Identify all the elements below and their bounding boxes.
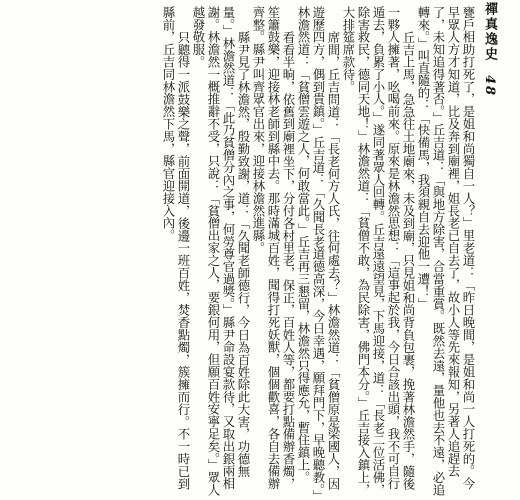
paragraph: 甕戶相助打死了，是姐和尚獨自一人？」里老道：「昨日晚間，是姐和尚一人打死的。今早眾人方才知道，比及奔到廟裡，姐長老已自去了，故小人等先來報知，另著人追趕去了，未知追得著否。」丘吉道：「與地方除害，合當重賞。既然去遠，量他也去不遠，必追轉來。」叫直隨的：「快備馬，我須親自去迎他一遭！」 xyxy=(416,6,476,496)
book-title: 禪真逸史 xyxy=(482,2,497,62)
paragraph: 席間，丘吉問道：「長老何方人氏，往何處去？」林澹然道：「貧僧原是梁國人，因遊歷四方，偶到貴鎮。」丘吉道：「久聞長老道德高深，今日幸遇，願拜門下，早晚聽教。」林澹然道：「貧僧雲遊之人，何敢當此。」丘吉再三懇留，林澹然只得應允，暫住鎮上。 xyxy=(296,6,341,496)
paragraph: 看看半晌，依舊到廟裡坐下，分付各村里老，保正，百姓人等，都要打點備辦香燭，笙簫鼓樂，迎接林老師到縣中去。那時滿城百姓，聞得打死妖獸，個個歡喜，各自去備辦齊整。縣尹叫齊眾官出來，迎接林澹然進縣。 xyxy=(251,6,296,490)
page-number: 48 xyxy=(482,74,497,97)
paragraph: 縣尹見了林澹然，殷勤致謝，道：「久聞老師德行，今日為百姓除此大害，功德無量。」林澹然道：「此乃貧僧分內之事，何勞尊官過獎。」縣尹命設宴款待，又取出銀兩相謝。林澹然一概推辭不受，只說：「貧僧出家之人，要銀何用，但願百姓安寧足矣。」眾人越發敬服。 xyxy=(191,6,251,496)
running-header xyxy=(476,2,502,98)
body-text xyxy=(22,6,476,496)
paragraph: 只聽得一派鼓樂之聲，前面開道，後邊一班百姓，焚香點燭，簇擁而行。不一時已到縣前，丘吉同林澹然下馬，縣官迎接入內。 xyxy=(161,6,191,490)
paragraph: 丘吉上馬，急急往土地廟來，未及到廟，只見姐和尚背負包裹，挽著林澹然手，隨後一夥人擁著，吆喝前來。原來是林澹然思想：「這事起於我，今日合該出頭，我不可自行遁去，負累了小人。」遂同著眾人回轉。丘吉遠遠望見，下馬迎接，道：「長老二位活佛，除害救民，德同天地！」林澹然道：「貧僧不敢，為民除害，佛門本分。」丘吉接入鎮上，大排筵席款待。 xyxy=(341,6,416,496)
